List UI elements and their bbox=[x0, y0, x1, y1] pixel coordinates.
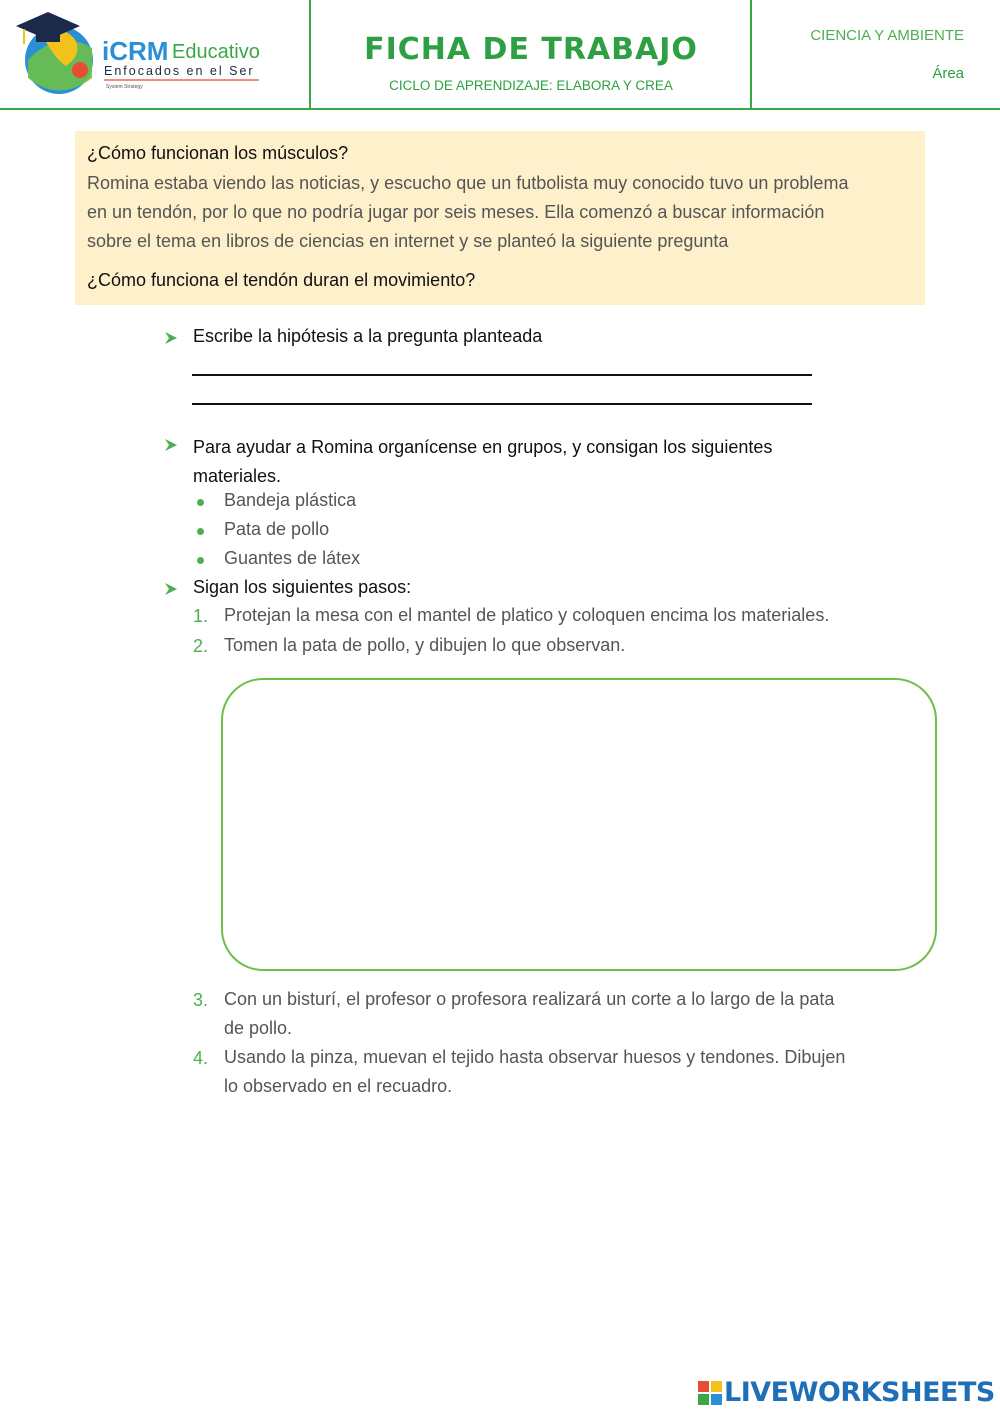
material-item: Bandeja plástica bbox=[224, 490, 357, 510]
material-item: Pata de pollo bbox=[224, 519, 330, 539]
materials-label-line: materiales. bbox=[193, 466, 282, 486]
step-text bbox=[224, 631, 894, 660]
hypothesis-answer-line[interactable] bbox=[192, 374, 812, 376]
arrow-bullet-icon bbox=[164, 331, 178, 345]
brand-tagline: Enfocados en el Ser bbox=[104, 64, 255, 78]
material-item: Guantes de látex bbox=[224, 548, 361, 568]
step-line: Usando la pinza, muevan el tejido hasta observar huesos y tendones. Dibujen bbox=[224, 1047, 846, 1067]
step-line: lo observado en el recuadro. bbox=[224, 1076, 453, 1096]
step-text bbox=[224, 985, 894, 1043]
arrow-bullet-icon bbox=[164, 438, 178, 452]
bullet-dot-icon bbox=[197, 499, 204, 506]
brand-educativo: Educativo bbox=[172, 41, 260, 63]
page-subtitle: CICLO DE APRENDIZAJE: ELABORA Y CREA bbox=[389, 78, 673, 93]
hypothesis-answer-line[interactable] bbox=[192, 403, 812, 405]
materials-label-line: Para ayudar a Romina organícense en grupos, y consigan los siguientes bbox=[193, 437, 773, 457]
story-line: sobre el tema en libros de ciencias en internet y se planteó la siguiente pregunta bbox=[87, 231, 729, 251]
materials-label bbox=[193, 433, 772, 491]
intro-story bbox=[87, 169, 907, 256]
story-line: en un tendón, por lo que no podría jugar por seis meses. Ella comenzó a buscar información bbox=[87, 202, 825, 222]
step-text bbox=[224, 601, 894, 630]
intro-question: ¿Cómo funcionan los músculos? bbox=[87, 143, 349, 163]
header-divider bbox=[750, 0, 752, 108]
step-number: 2. bbox=[193, 636, 209, 656]
hypothesis-label: Escribe la hipótesis a la pregunta planteada bbox=[193, 326, 543, 346]
area-label: Área bbox=[932, 65, 964, 82]
drawing-box[interactable] bbox=[221, 678, 937, 971]
intro-box bbox=[75, 131, 925, 305]
subject-name: CIENCIA Y AMBIENTE bbox=[810, 27, 964, 44]
brand-icrm: iCRM bbox=[102, 36, 169, 66]
bullet-dot-icon bbox=[197, 557, 204, 564]
steps-label: Sigan los siguientes pasos: bbox=[193, 577, 412, 597]
arrow-bullet-icon bbox=[164, 582, 178, 596]
step-line: Tomen la pata de pollo, y dibujen lo que observan. bbox=[224, 635, 626, 655]
step-line: Protejan la mesa con el mantel de platico y coloquen encima los materiales. bbox=[224, 605, 830, 625]
page-header bbox=[0, 0, 1000, 110]
brand-small: System Strategy bbox=[106, 84, 143, 90]
liveworksheets-logo-icon bbox=[698, 1381, 722, 1405]
step-text bbox=[224, 1043, 894, 1101]
story-line: Romina estaba viendo las noticias, y escucho que un futbolista muy conocido tuvo un problema bbox=[87, 173, 849, 193]
step-line: de pollo. bbox=[224, 1018, 293, 1038]
research-question: ¿Cómo funciona el tendón duran el movimiento? bbox=[87, 270, 476, 290]
step-number: 1. bbox=[193, 606, 209, 626]
step-number: 4. bbox=[193, 1048, 209, 1068]
page-title: FICHA DE TRABAJO bbox=[364, 32, 698, 67]
bullet-dot-icon bbox=[197, 528, 204, 535]
step-number: 3. bbox=[193, 990, 209, 1010]
icrm-logo bbox=[14, 8, 304, 100]
watermark-text: LIVEWORKSHEETS bbox=[724, 1377, 995, 1408]
step-line: Con un bisturí, el profesor o profesora realizará un corte a lo largo de la pata bbox=[224, 989, 835, 1009]
header-rule bbox=[0, 108, 1000, 110]
